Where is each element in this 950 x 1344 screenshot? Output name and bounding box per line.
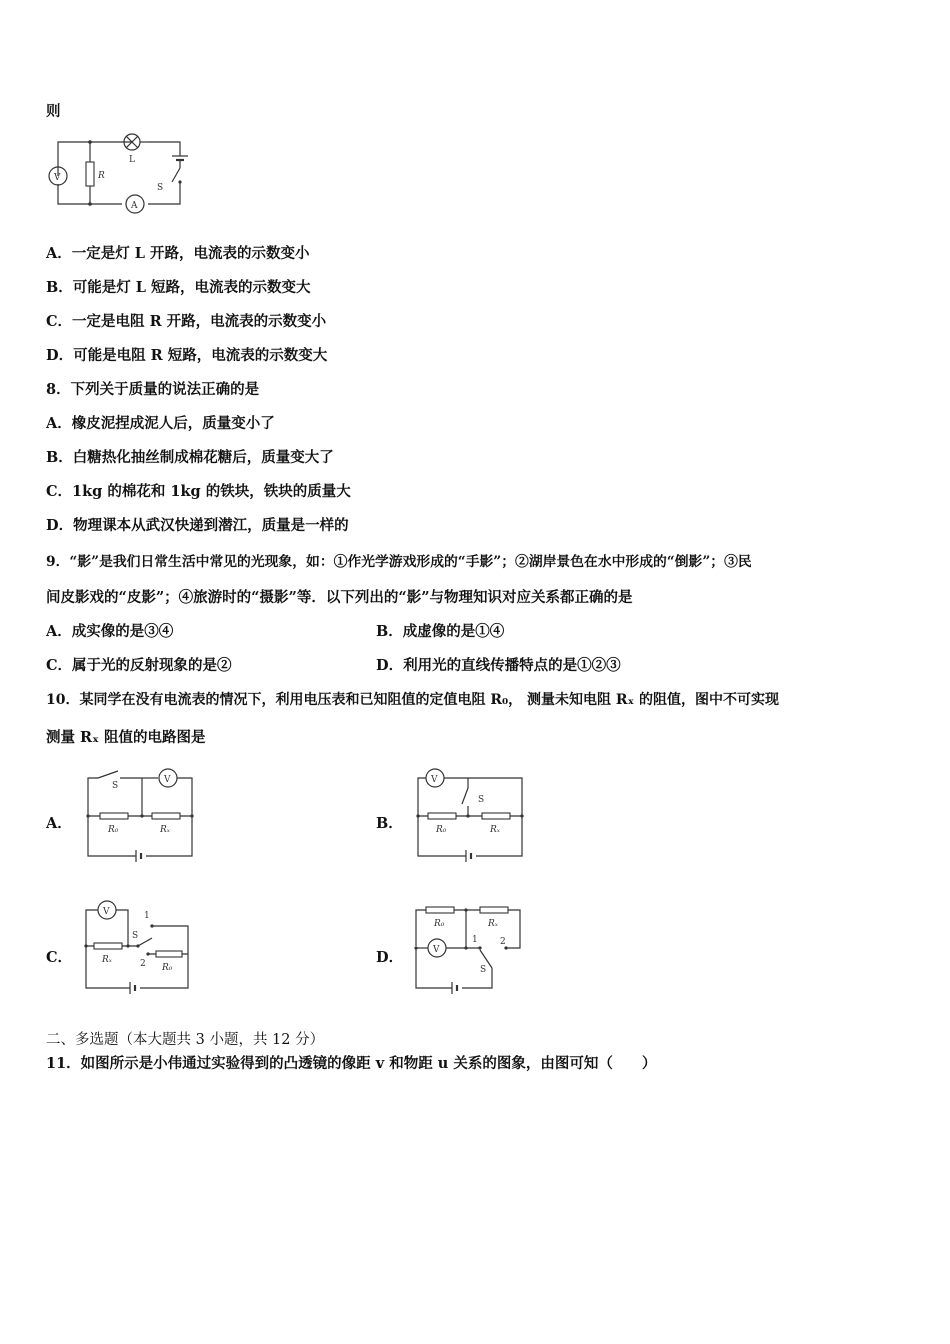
- q7-option-a: A．一定是灯 L 开路，电流表的示数变小: [46, 245, 310, 262]
- q9-option-a: A．成实像的是③④: [46, 623, 174, 640]
- svg-text:V: V: [431, 775, 438, 785]
- q10c-switch: [138, 938, 152, 946]
- q8-option-d: D．物理课本从武汉快递到潜江，质量是一样的: [46, 517, 349, 534]
- q7-option-b: B．可能是灯 L 短路，电流表的示数变大: [46, 279, 311, 296]
- q8-option-b: B．白糖热化抽丝制成棉花糖后，质量变大了: [46, 449, 334, 466]
- q7-resistor-label: R: [98, 171, 105, 181]
- svg-text:Rₓ: Rₓ: [490, 825, 500, 835]
- svg-text:Rₓ: Rₓ: [160, 825, 170, 835]
- svg-text:R₀: R₀: [108, 825, 119, 835]
- q10-option-b-label: B．: [376, 815, 403, 832]
- q10-option-a-label: A．: [46, 815, 72, 832]
- q8-option-c: C．1kg 的棉花和 1kg 的铁块，铁块的质量大: [46, 483, 351, 500]
- q10-circuit-b: [414, 766, 526, 862]
- q8-stem: 8．下列关于质量的说法正确的是: [46, 381, 260, 398]
- q11-stem: 11．如图所示是小伟通过实验得到的凸透镜的像距 v 和物距 u 关系的图象，由图可知（ ）: [46, 1055, 657, 1072]
- q9-option-b: B．成虚像的是①④: [376, 623, 505, 640]
- q7-switch-label: S: [157, 183, 164, 193]
- q7-stem-end: 则: [46, 103, 61, 120]
- q10-circuit-d: [412, 898, 524, 996]
- q9-stem-line1: 9．“影”是我们日常生活中常见的光现象，如：①作光学游戏形成的“手影”；②湖岸景色在水中形成的“倒影”；③民: [46, 554, 752, 570]
- svg-text:1: 1: [472, 935, 478, 945]
- q7-resistor: [86, 162, 94, 186]
- q7-circuit-figure: [44, 128, 190, 220]
- q10-stem-line2: 测量 Rₓ 阻值的电路图是: [46, 729, 206, 746]
- svg-text:S: S: [132, 931, 139, 941]
- q7-option-d: D．可能是电阻 R 短路，电流表的示数变大: [46, 347, 328, 364]
- svg-text:S: S: [112, 781, 119, 791]
- svg-text:R₀: R₀: [162, 963, 173, 973]
- svg-text:V: V: [103, 907, 110, 917]
- q10-option-d-label: D．: [376, 949, 404, 966]
- q10a-switch: [98, 771, 118, 778]
- svg-text:Rₓ: Rₓ: [102, 955, 112, 965]
- section2-heading: 二、多选题（本大题共 3 小题，共 12 分）: [46, 1032, 325, 1048]
- svg-text:2: 2: [140, 959, 146, 969]
- q10-option-c-label: C．: [46, 949, 73, 966]
- q7-option-c: C．一定是电阻 R 开路，电流表的示数变小: [46, 313, 327, 330]
- q7-ammeter-label: A: [131, 201, 138, 211]
- q10-circuit-a: [84, 766, 196, 862]
- svg-text:1: 1: [144, 911, 150, 921]
- svg-text:Rₓ: Rₓ: [488, 919, 498, 929]
- q10b-switch: [462, 788, 468, 804]
- svg-text:S: S: [480, 965, 487, 975]
- svg-text:2: 2: [500, 937, 506, 947]
- svg-text:R₀: R₀: [434, 919, 445, 929]
- q10-circuit-c: [82, 898, 194, 996]
- q9-option-c: C．属于光的反射现象的是②: [46, 657, 232, 674]
- q7-lamp-label: L: [129, 155, 135, 165]
- q9-option-d: D．利用光的直线传播特点的是①②③: [376, 657, 621, 674]
- svg-text:V: V: [164, 775, 171, 785]
- q9-stem-line2: 间皮影戏的“皮影”；④旅游时的“摄影”等．以下列出的“影”与物理知识对应关系都正确的是: [46, 589, 633, 606]
- svg-text:R₀: R₀: [436, 825, 447, 835]
- q10-stem-line1: 10．某同学在没有电流表的情况下，利用电压表和已知阻值的定值电阻 R₀， 测量未知电阻 Rₓ 的阻值，图中不可实现: [46, 692, 780, 708]
- q8-option-a: A．橡皮泥捏成泥人后，质量变小了: [46, 415, 275, 432]
- svg-text:S: S: [478, 795, 485, 805]
- svg-text:V: V: [433, 945, 440, 955]
- q7-voltmeter-label: V: [54, 173, 61, 183]
